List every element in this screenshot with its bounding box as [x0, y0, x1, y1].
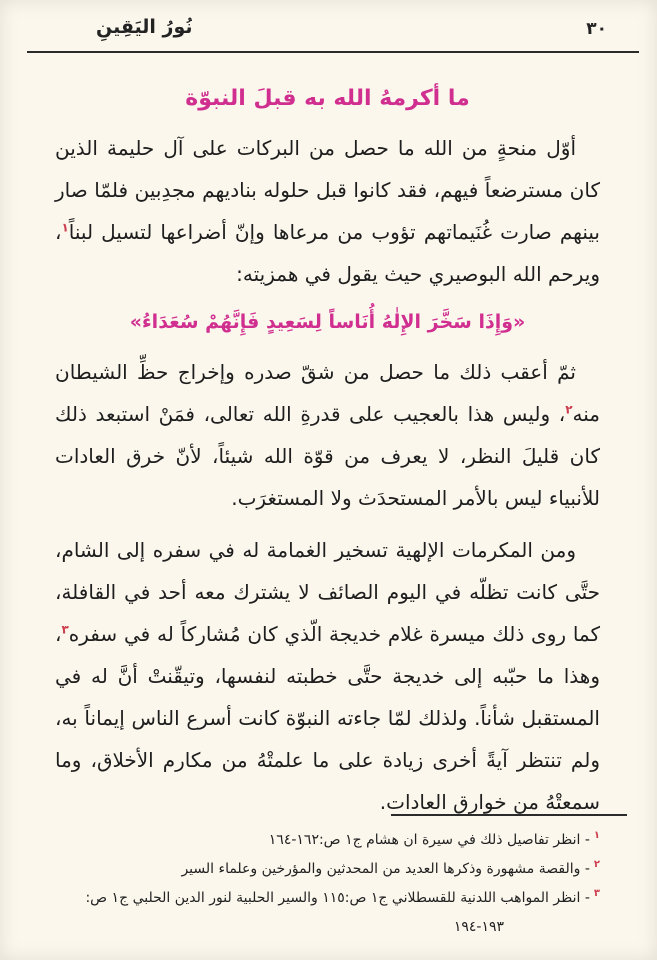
footnotes-section [55, 814, 600, 942]
paragraph-1 [55, 127, 600, 295]
footnote-2 [55, 855, 600, 884]
footnote-2-text: - والقصة مشهورة وذكرها العديد من المحدثين والمؤرخين وعلماء السير [181, 861, 590, 877]
footnote-3-marker: ٣ [593, 888, 600, 900]
paragraph-2-text-a: ثمّ أعقب ذلك ما حصل من شقّ صدره وإخراج حظِّ الشيطان منه [55, 360, 600, 426]
footnote-ref-2: ٢ [565, 402, 573, 417]
footnote-3-text: - انظر المواهب اللدنية للقسطلاني ج١ ص:١١٥ والسير الحلبية لنور الدين الحلبي ج١ ص: [85, 890, 590, 906]
footnote-1-marker: ١ [593, 830, 600, 842]
paragraph-2 [55, 351, 600, 519]
book-title: نُورُ اليَقِينِ [96, 16, 193, 38]
footnote-3-continuation: ١٩٣-١٩٤ [453, 919, 504, 935]
main-content [55, 86, 600, 833]
poetry-verse: «وَإِذَا سَخَّرَ الإِلٰهُ أُنَاساً لِسَعِيدٍ فَإِنَّهُمْ سُعَدَاءُ» [129, 311, 526, 333]
paragraph-3 [55, 529, 600, 823]
footnote-1 [55, 826, 600, 855]
footnote-3 [55, 884, 600, 913]
paragraph-2-text-b: ، وليس هذا بالعجيب على قدرةِ الله تعالى، فمَنْ استبعد ذلك كان قليلَ النظر، لا يعرف من قوّة الله شيئاً، لأنّ خرق العادات للأنبياء ليس بالأمر المستحدَث ولا المستغرَب. [55, 402, 600, 510]
section-title: ما أكرمهُ الله به قبلَ النبوّة [185, 86, 470, 111]
page-number: ٣٠ [586, 19, 607, 39]
paragraph-1-text-b: ، ويرحم الله البوصيري حيث يقول في همزيته: [55, 220, 600, 286]
footnote-ref-3: ٣ [61, 622, 69, 637]
paragraph-1-text-a: أوّل منحةٍ من الله ما حصل من البركات على آل حليمة الذين كان مسترضعاً فيهم، فقد كانوا قبل حلوله بناديهم مجدِبين فلمّا صار بينهم صارت غُنَيماتهم تؤوب من مرعاها وإنّ أضراعها لتسيل لبناً [55, 136, 600, 244]
footnote-2-marker: ٢ [593, 859, 600, 871]
paragraph-3-text-a: ومن المكرمات الإلهية تسخير الغمامة له في سفره إلى الشام، حتَّى كانت تظلّه في اليوم الصائف لا يشترك معه أحد في القافلة، كما روى ذلك ميسرة غلام خديجة الّذي كان مُشاركاً له في سفره [55, 538, 600, 646]
header-rule [27, 51, 639, 53]
footnote-separator [391, 814, 627, 816]
footnote-ref-1: ١ [61, 220, 69, 235]
paragraph-3-text-b: ، وهذا ما حبّبه إلى خديجة حتَّى خطبته لنفسها، وتيقّنتْ أنَّ له في المستقبل شأناً. ولذلك لمّا جاءته النبوّة كانت أسرع الناس إيماناً به، ولم تنتظر آيةً أخرى زيادة على ما علمتْهُ من مكارم الأخلاق، وما سمعتْهُ من خوارق العادات. [55, 622, 600, 814]
footnote-1-text: - انظر تفاصيل ذلك في سيرة ان هشام ج١ ص:١٦٢-١٦٤ [268, 832, 590, 848]
